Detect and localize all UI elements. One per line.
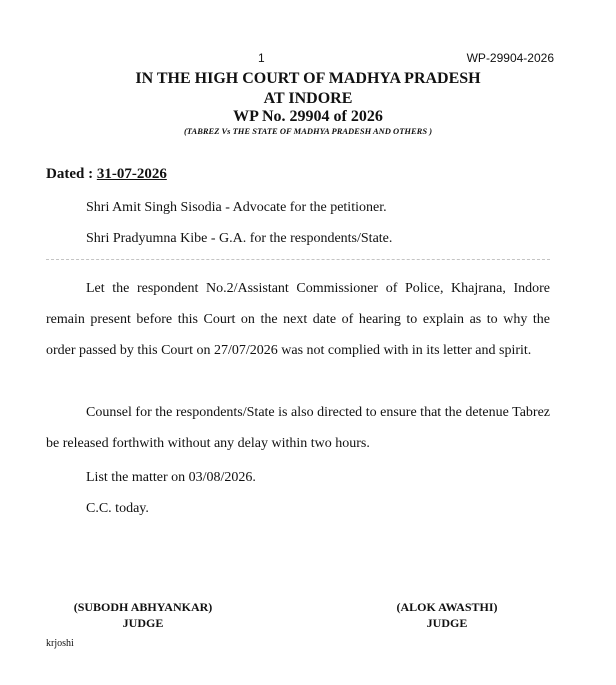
- page-number: 1: [258, 51, 265, 65]
- appearance-respondent: Shri Pradyumna Kibe - G.A. for the respondents/State.: [86, 231, 393, 246]
- signature-block-left: [58, 599, 228, 631]
- judge-name: (ALOK AWASTHI): [396, 600, 498, 614]
- judge-title: JUDGE: [426, 616, 468, 630]
- signature-block-right: [362, 599, 532, 631]
- listing-line: List the matter on 03/08/2026.: [86, 470, 256, 485]
- case-parties: (TABREZ Vs THE STATE OF MADHYA PRADESH AND OTHERS ): [183, 126, 433, 136]
- case-reference: WP-29904-2026: [466, 51, 554, 65]
- dated-label: Dated :: [46, 166, 94, 182]
- judge-title: JUDGE: [122, 616, 164, 630]
- divider: [46, 259, 550, 260]
- judge-name: (SUBODH ABHYANKAR): [73, 600, 213, 614]
- order-date: 31-07-2026: [96, 166, 167, 182]
- order-paragraph: Let the respondent No.2/Assistant Commissioner of Police, Khajrana, Indore remain present before this Court on the next date of hearing to explain as to why the order passed by this Court on 27/07/2026 was not complied with in its letter and spirit.: [46, 281, 550, 358]
- court-name: IN THE HIGH COURT OF MADHYA PRADESH: [135, 70, 481, 87]
- cc-line: C.C. today.: [86, 501, 149, 516]
- appearance-petitioner: Shri Amit Singh Sisodia - Advocate for the petitioner.: [86, 200, 387, 215]
- case-number: WP No. 29904 of 2026: [233, 108, 383, 125]
- typist-initials: krjoshi: [46, 638, 74, 649]
- order-paragraph: Counsel for the respondents/State is also directed to ensure that the detenue Tabrez be released forthwith without any delay within two hours.: [46, 405, 550, 451]
- bench-location: AT INDORE: [263, 90, 353, 107]
- order-date-line: [46, 166, 167, 183]
